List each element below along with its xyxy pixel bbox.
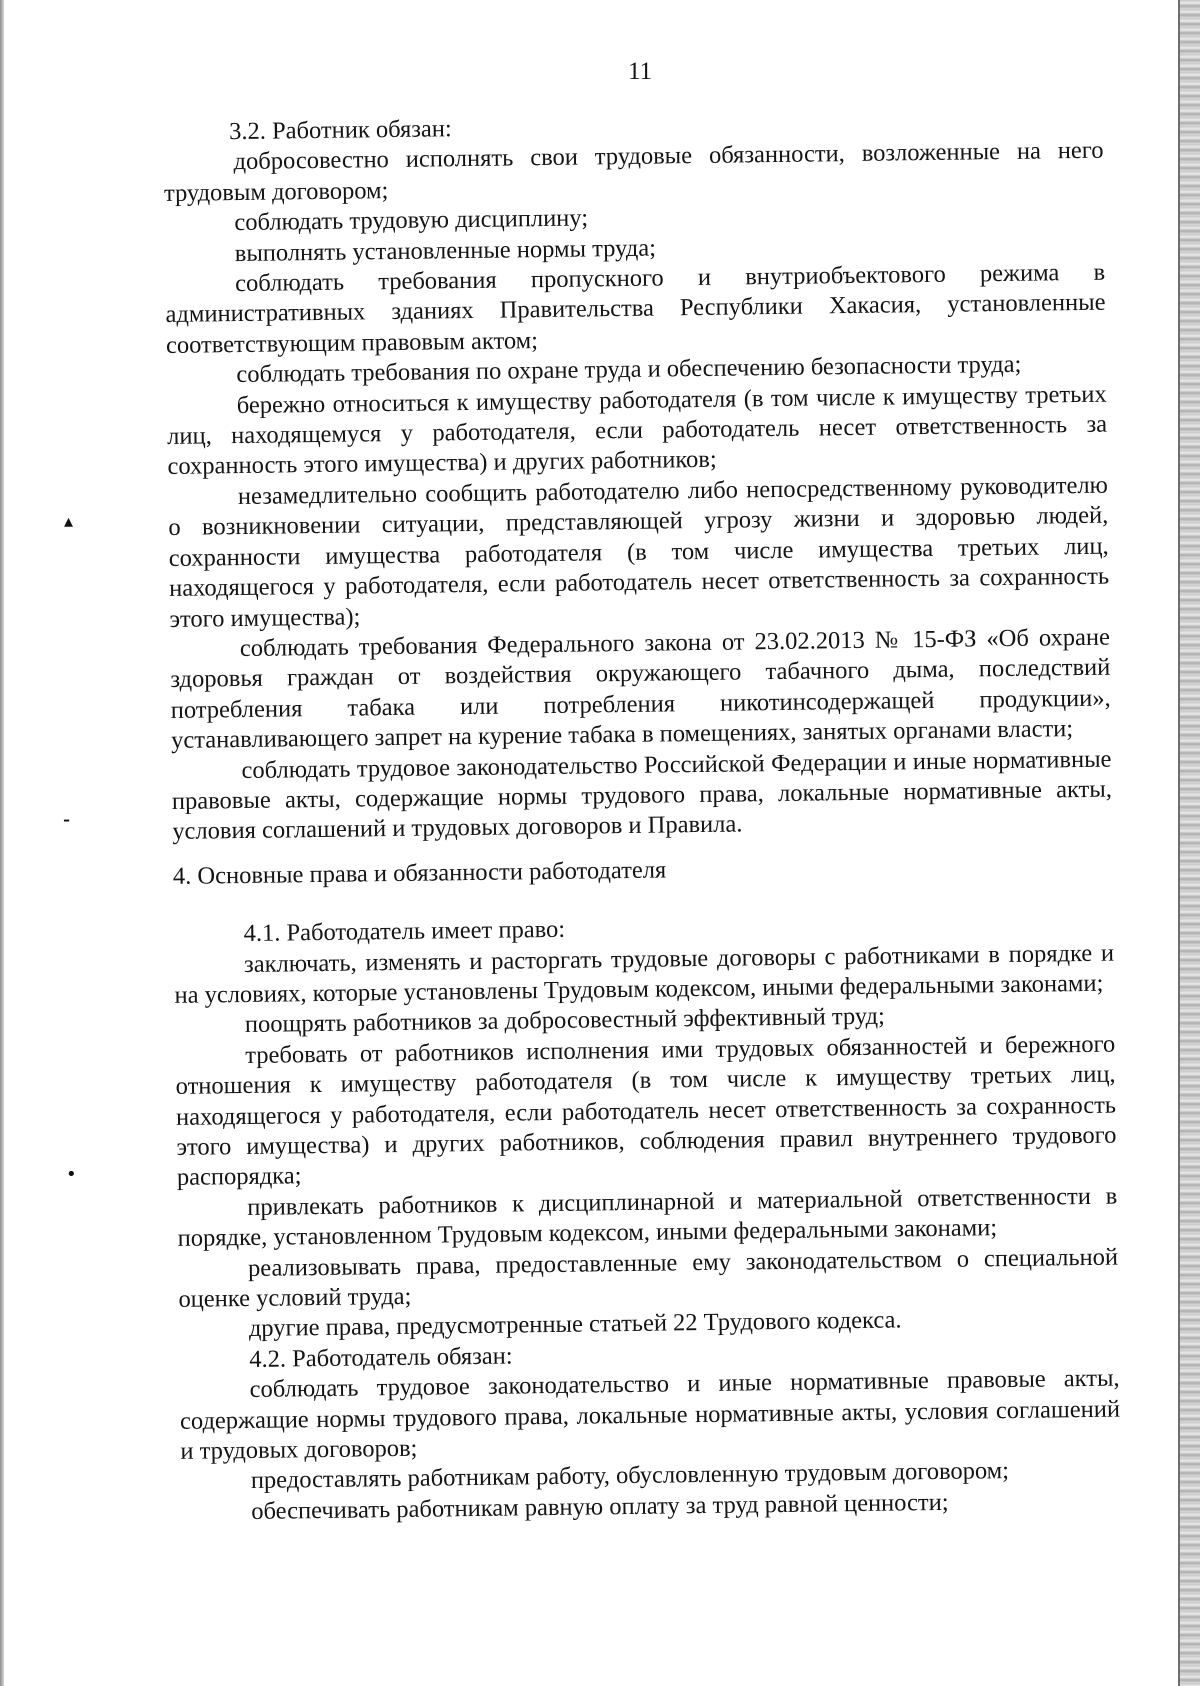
paragraph: незамедлительно сообщить работодателю либо непосредственному руководителю о возникновении ситуации, представляющей угрозу жизни и здоровью людей, сохранности имущества работодателя (в том числе имущества третьих лиц, находящегося у работодателя, если работодатель несет ответственность за сохранность этого имущества); (168, 471, 1110, 633)
paragraph: обеспечивать работникам равную оплату за труд равной ценности; (251, 1488, 949, 1525)
scan-speck-mark: ⁃ (62, 811, 71, 832)
paragraph: выполнять установленные нормы труда; (234, 234, 657, 267)
paragraph: привлекать работников к дисциплинарной и материальной ответственности в порядке, установленном Трудовым кодексом, иными федеральными законами; (177, 1182, 1118, 1253)
paragraph: соблюдать требования пропускного и внутриобъектового режима в административных зданиях Правительства Республики Хакасия, установленные соответствующим правовым актом; (165, 258, 1106, 359)
paragraph: поощрять работников за добросовестный эффективный труд; (244, 1003, 885, 1039)
paragraph: соблюдать требования Федерального закона от 23.02.2013 № 15-ФЗ «Об охране здоровья граждан от воздействия окружающего табачного дыма, последствий потребления табака или потребления никотинсодержащей продукции», устанавливающего запрет на курение табака в помещениях, занятых органами власти; (170, 623, 1111, 755)
scan-edge-left (0, 0, 4, 1686)
document-body (163, 106, 1121, 1528)
section-heading: 4.2. Работодатель обязан: (249, 1342, 513, 1373)
scan-speck-mark: • (66, 1164, 77, 1185)
scan-edge-right-line (1178, 0, 1180, 1686)
section-heading: 3.2. Работник обязан: (229, 115, 452, 146)
paragraph: требовать от работников исполнения ими трудовых обязанностей и бережного отношения к имуществу работодателя (в том числе к имуществу третьих лиц, находящегося у работодателя, если работодатель несет ответственность за сохранность этого имущества) и других работников, соблюдения правил внутреннего трудового распорядка; (175, 1030, 1117, 1192)
paragraph: соблюдать трудовое законодательство Российской Федерации и иные нормативные правовые акты, содержащие нормы трудового права, локальные нормативные акты, условия соглашений и трудовых договоров и Правила. (171, 745, 1113, 846)
paragraph: добросовестно исполнять свои трудовые обязанности, возложенные на него трудовым договором; (163, 137, 1104, 207)
paragraph: соблюдать трудовое законодательство и иные нормативные правовые акты, содержащие нормы трудового права, локальные нормативные акты, условия соглашений и трудовых договоров; (179, 1364, 1121, 1465)
section-title: 4. Основные права и обязанности работодателя (172, 856, 667, 890)
scan-edge-right (1178, 0, 1200, 1686)
scan-speck-mark: ▴ (64, 511, 74, 532)
paragraph: бережно относиться к имуществу работодателя (в том числе к имуществу третьих лиц, находящемуся у работодателя, если работодатель несет ответственность за сохранность этого имущества) и других работников; (166, 380, 1108, 481)
paragraph: реализовывать права, предоставленные ему законодательством о специальной оценке условий труда; (178, 1243, 1119, 1313)
paragraph: другие права, предусмотренные статьей 22 Трудового кодекса. (248, 1306, 902, 1343)
paragraph: соблюдать требования по охране труда и обеспечению безопасности труда; (236, 351, 1022, 389)
paragraph: соблюдать трудовую дисциплину; (234, 204, 589, 237)
section-heading: 4.1. Работодатель имеет право: (243, 915, 566, 948)
paragraph: предоставлять работникам работу, обусловленную трудовым договором; (250, 1457, 1010, 1495)
paragraph: заключать, изменять и расторгать трудовые договоры с работниками в порядке и на условиях, которые установлены Трудовым кодексом, иными федеральными законами; (174, 939, 1115, 1009)
page-number: 11 (627, 58, 653, 85)
